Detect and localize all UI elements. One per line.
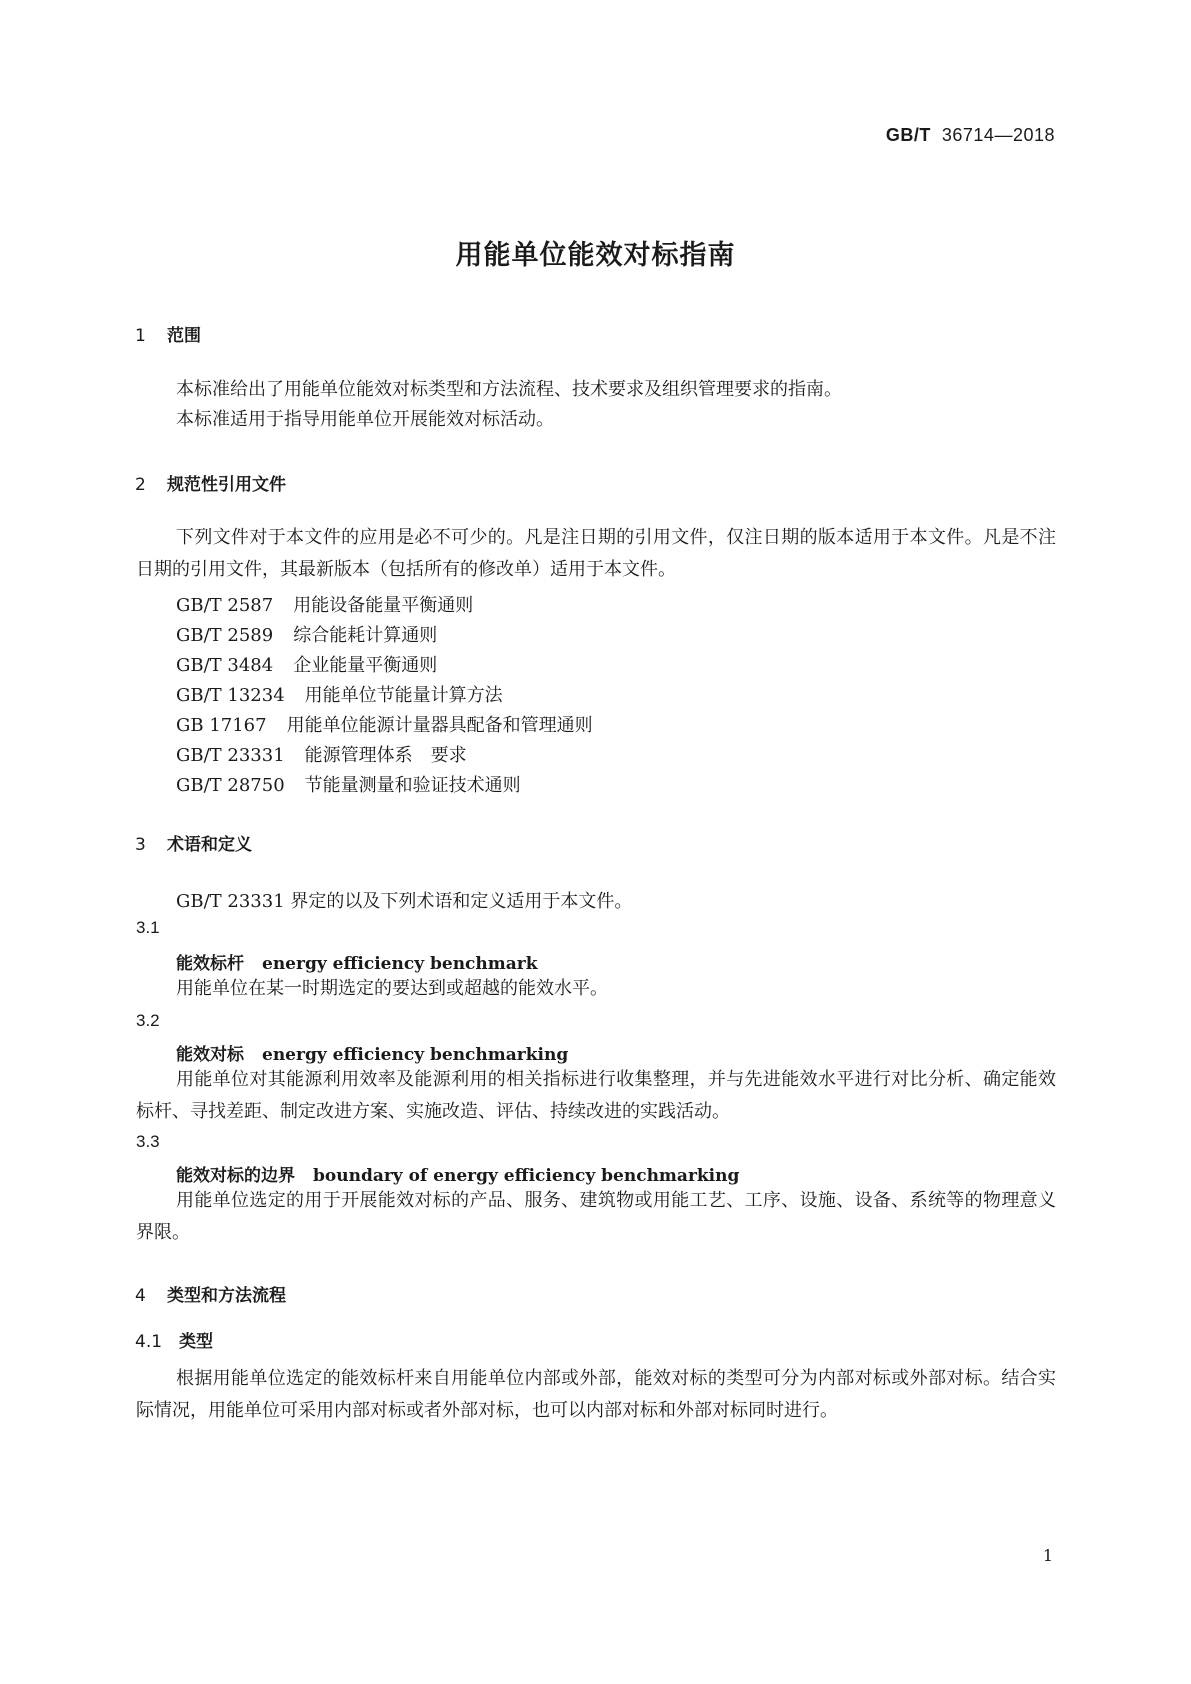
term-definition: 用能单位选定的用于开展能效对标的产品、服务、建筑物或用能工艺、工序、设施、设备、系统等的物理意义界限。	[136, 1190, 1056, 1243]
section-number: 4	[135, 1286, 146, 1306]
reference-code: GB/T 23331	[176, 745, 285, 766]
section-1-heading	[135, 321, 201, 346]
document-title: 用能单位能效对标指南	[455, 240, 736, 271]
term-english: energy efficiency benchmark	[262, 954, 538, 974]
section-number: 3	[135, 835, 146, 855]
section-title: 类型和方法流程	[167, 1286, 286, 1306]
section-1-paragraph: 本标准给出了用能单位能效对标类型和方法流程、技术要求及组织管理要求的指南。	[176, 379, 842, 400]
section-number: 2	[135, 475, 146, 495]
reference-code: GB/T 13234	[176, 685, 285, 706]
term-definition: 用能单位在某一时期选定的要达到或超越的能效水平。	[176, 978, 608, 999]
reference-code: GB/T 2589	[176, 625, 274, 646]
section-3-intro: GB/T 23331 界定的以及下列术语和定义适用于本文件。	[176, 891, 633, 912]
page-number: 1	[1042, 1546, 1053, 1565]
reference-title: 用能设备能量平衡通则	[293, 595, 474, 616]
subsection-title: 类型	[179, 1332, 213, 1352]
term-chinese: 能效对标的边界	[176, 1166, 295, 1186]
standard-code	[886, 125, 1055, 146]
reference-item	[176, 651, 437, 677]
section-3-heading	[135, 830, 252, 855]
term-english: energy efficiency benchmarking	[262, 1045, 569, 1065]
reference-code: GB/T 3484	[176, 655, 274, 676]
reference-code: GB/T 28750	[176, 775, 285, 796]
term-definition: 用能单位对其能源利用效率及能源利用的相关指标进行收集整理，并与先进能效水平进行对比分析、确定能效标杆、寻找差距、制定改进方案、实施改造、评估、持续改进的实践活动。	[136, 1069, 1056, 1122]
subsection-4-1-paragraph: 根据用能单位选定的能效标杆来自用能单位内部或外部，能效对标的类型可分为内部对标或外部对标。结合实际情况，用能单位可采用内部对标或者外部对标，也可以内部对标和外部对标同时进行。	[136, 1368, 1056, 1421]
reference-title: 综合能耗计算通则	[293, 625, 438, 646]
reference-item	[176, 681, 503, 707]
reference-item	[176, 771, 521, 797]
term-title	[176, 1040, 568, 1065]
section-4-heading	[135, 1281, 286, 1306]
term-chinese: 能效标杆	[176, 954, 244, 974]
reference-item	[176, 591, 473, 617]
term-number: 3.1	[136, 918, 160, 937]
reference-item	[176, 711, 593, 737]
section-number: 1	[135, 326, 146, 346]
section-1-paragraph: 本标准适用于指导用能单位开展能效对标活动。	[176, 409, 554, 430]
reference-title: 用能单位能源计量器具配备和管理通则	[286, 715, 593, 736]
section-2-heading	[135, 470, 286, 495]
standard-number: 36714—2018	[941, 125, 1055, 145]
section-title: 范围	[167, 326, 201, 346]
reference-item	[176, 621, 437, 647]
term-chinese: 能效对标	[176, 1045, 244, 1065]
section-title: 规范性引用文件	[167, 475, 286, 495]
section-title: 术语和定义	[167, 835, 252, 855]
subsection-4-1-heading	[135, 1327, 213, 1352]
reference-title: 节能量测量和验证技术通则	[304, 775, 521, 796]
reference-title: 能源管理体系 要求	[304, 745, 467, 766]
reference-title: 企业能量平衡通则	[293, 655, 438, 676]
subsection-number: 4.1	[135, 1332, 163, 1352]
standard-prefix: GB/T	[885, 125, 931, 145]
term-number: 3.2	[136, 1011, 160, 1030]
term-english: boundary of energy efficiency benchmarking	[313, 1166, 740, 1186]
term-title	[176, 1161, 739, 1186]
section-2-intro: 下列文件对于本文件的应用是必不可少的。凡是注日期的引用文件，仅注日期的版本适用于本文件。凡是不注日期的引用文件，其最新版本（包括所有的修改单）适用于本文件。	[136, 527, 1056, 580]
reference-title: 用能单位节能量计算方法	[304, 685, 503, 706]
term-title	[176, 949, 538, 974]
reference-item	[176, 741, 467, 767]
reference-code: GB/T 2587	[176, 595, 274, 616]
reference-code: GB 17167	[176, 715, 267, 736]
term-number: 3.3	[136, 1132, 160, 1151]
